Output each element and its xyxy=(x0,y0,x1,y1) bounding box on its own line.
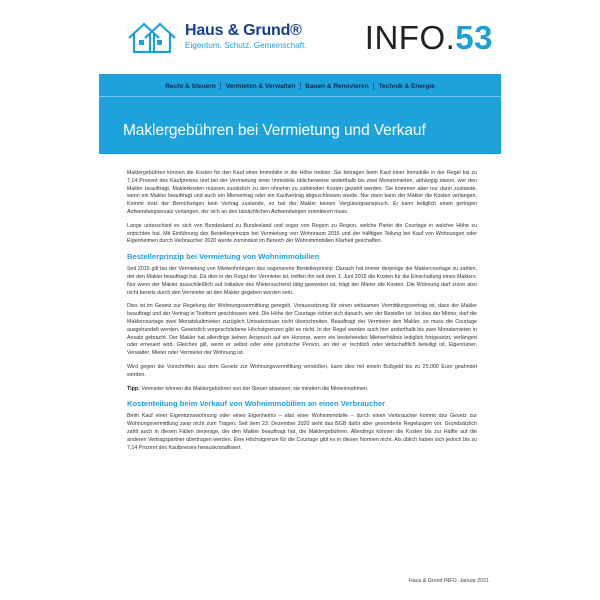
topic-nav xyxy=(99,76,501,96)
intro-paragraph-2: Lange unterschied es sich von Bundesland zu Bundesland und sogar von Region zu Region, welche Partei die Courtage in welcher Höhe zu entrichten hat. Mit Einführung des Bestellerprinzips bei Vermietung von Wohnraum 2015 und der hälftigen Teilung bei Kauf von Wohnungen oder Eigenheimen durch Verbraucher 2020 wurde zumindest im Bereich der Wohnimmobilien Klarheit geschaffen. xyxy=(127,222,477,245)
document-page xyxy=(99,0,501,600)
topic-technik-energie[interactable]: Technik & Energie xyxy=(378,82,435,90)
page-title: Maklergebühren bei Vermietung und Verkauf xyxy=(123,122,426,139)
topic-separator: | xyxy=(219,82,222,90)
info-issue-number: 53 xyxy=(455,19,493,56)
brand-name: Haus & Grund® xyxy=(185,22,302,39)
house-logo-icon xyxy=(127,16,177,56)
info-word: INFO. xyxy=(364,19,456,56)
section1-paragraph-2: Dies ist im Gesetz zur Regelung der Wohnungsvermittlung geregelt. Voraussetzung für einen wirksamen Vermittlungsvertrag ist, dass der Makler beauftragt und der Vertrag in Textform geschlossen wird. Die Höhe der Courtage richtet sich danach, wer der Besteller ist. Ist dies der Mieter, darf die Maklercourtage zwei Monatskaltmieten zuzüglich Umsatzsteuer nicht überschreiten. Beauftragt der Vermieter den Makler, so muss die Courtage ausgehandelt werden. Gesetzlich vorgeschriebene Höchstgrenzen gibt es nicht. In der Regel werden auch hier anderthalb bis zwei Monatsmieten in Ansatz gebracht. Der Makler hat allerdings keinen Anspruch auf ein Honorar, wenn ein bestehendes Mietverhältnis lediglich fortgesetzt, verlängert oder erneuert wird. Gleiches gilt, wenn er selbst oder eine juristische Person, an der er rechtlich oder wirtschaftlich beteiligt ist, Eigentümer, Verwalter, Mieter oder Vermieter der Wohnung ist. xyxy=(127,303,477,357)
topic-vermieten-verwalten[interactable]: Vermieten & Verwalten xyxy=(225,82,296,90)
brand-block xyxy=(185,22,307,50)
topic-separator: | xyxy=(299,82,302,90)
intro-paragraph-1: Maklergebühren können die Kosten für den Kauf einer Immobilie in die Höhe treiben. Sie betragen beim Kauf einer Immobilie in der Regel bis zu 7,14 Prozent des Kaufpreises und bei der Vermietung einer Immobilie üblicherweise anderthalb bis zwei Monatsmieten, abhängig davon, wer den Makler beauftragt. Maklerkosten müssen zusätzlich zu den ohnehin zu zahlenden Kosten gezahlt werden. Sie kommen aber nur dann zustande, wenn ein Makler beauftragt und auch ein Mietvertrag oder ein Kaufvertrag abgeschlossen wurde. Nur dann kann der Makler die Kosten verlangen. Kommt trotz der Bemühungen kein Vertrag zustande, so hat der Makler keinen Vergütungsanspruch. Er kann lediglich einen geringen Aufwendungsersatz verlangen, der sich an den tatsächlichen Aufwendungen orientieren muss. xyxy=(127,170,477,215)
section2-paragraph-1: Beim Kauf einer Eigentumswohnung oder eines Eigenheims – also einer Wohnimmobilie – durch einen Verbraucher kommt das Gesetz zur Wohnungsvermittlung zwar nicht zum Tragen. Seit dem 23. Dezember 2020 sieht das BGB dafür aber gesonderte Regelungen vor. Grundsätzlich zahlt auch in diesen Fällen derjenige, der den Makler beauftragt hat, die Maklergebühren. Allerdings können die Kosten bis zur Hälfte auf die anderen Vertragspartner übertragen werden. Eine Höchstgrenze für die Courtage gibt es in diesen Normen nicht. Als üblich haben sich jedoch bis zu 7,14 Prozent des Kaufpreises herauskristallisiert. xyxy=(127,413,477,451)
topic-separator: | xyxy=(372,82,375,90)
brand-tagline: Eigentum. Schutz. Gemeinschaft. xyxy=(185,41,307,50)
section1-paragraph-1: Seit 2015 gilt bei der Vermietung von Mietwohnungen das sogenannte Bestellerprinzip. Danach hat immer derjenige die Maklercourtage zu zahlen, der den Makler beauftragt hat. Da dies in der Regel der Vermieter ist, treffen ihn seit dem 1. Juni 2015 die Kosten für die Einschaltung eines Maklers. Nur wenn der Makler ausschließlich auf Initiative des Mietersuchend tätig geworden ist, trägt der Mieter die Kosten. Die Wohnung darf zuvor also nicht bereits durch den Vermieter an den Makler gegeben worden sein. xyxy=(127,266,477,296)
section-heading-kostenteilung: Kostenteilung beim Verkauf von Wohnimmobilien an einen Verbraucher xyxy=(127,399,386,409)
tip-label: Tipp: xyxy=(127,385,140,392)
section1-paragraph-3: Wird gegen die Vorschriften aus dem Gesetz zur Wohnungsvermittlung verstoßen, kann dies mit einem Bußgeld bis zu 25.000 Euro geahndet werden. xyxy=(127,363,477,378)
page-footer: Haus & Grund INFO, Januar 2021 xyxy=(408,578,489,584)
info-number xyxy=(365,19,493,57)
topic-recht-steuern[interactable]: Recht & Steuern xyxy=(165,82,216,90)
topic-bauen-renovieren[interactable]: Bauen & Renovieren xyxy=(305,82,369,90)
section-heading-bestellerprinzip: Bestellerprinzip bei Vermietung von Wohnimmobilien xyxy=(127,252,320,262)
tip-text: Vermieter können die Maklergebühren von der Steuer absetzen; sie mindern die Mieteinnahmen. xyxy=(139,385,369,392)
article-body xyxy=(127,170,477,458)
tip-paragraph xyxy=(127,386,477,394)
